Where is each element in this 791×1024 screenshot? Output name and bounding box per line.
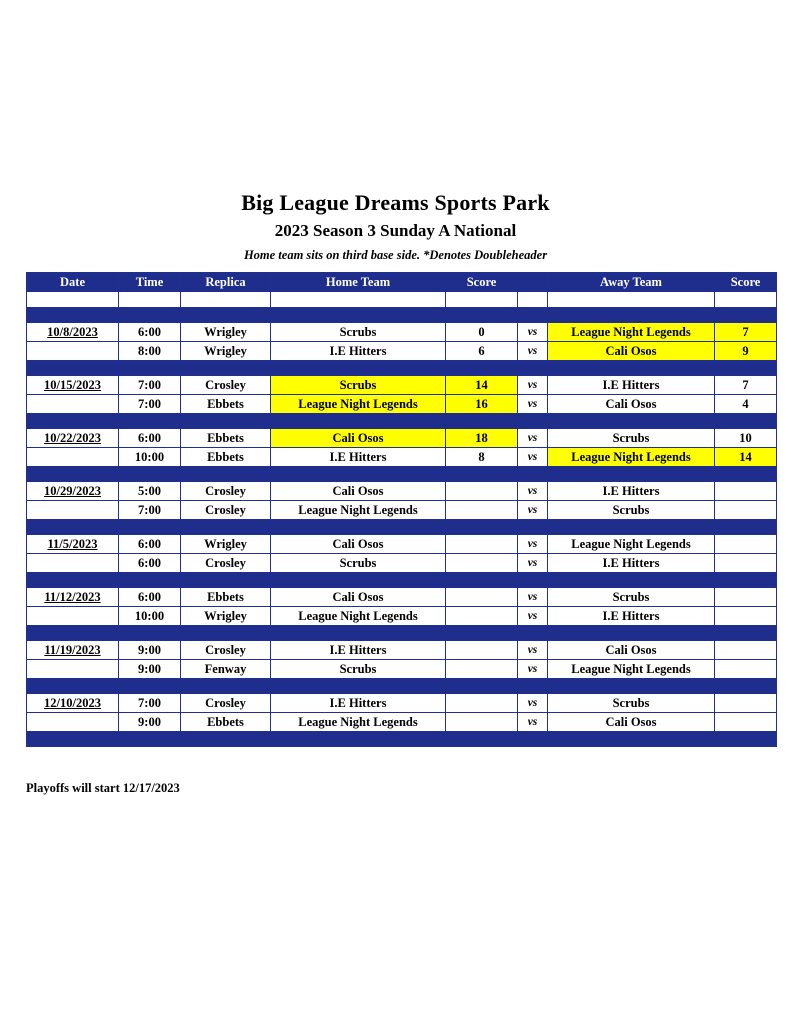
cell-away-team: I.E Hitters bbox=[548, 607, 715, 626]
cell-date bbox=[27, 607, 119, 626]
cell-home-score bbox=[446, 501, 518, 520]
cell-vs: vs bbox=[518, 660, 548, 679]
cell-time: 6:00 bbox=[119, 588, 181, 607]
cell-replica: Crosley bbox=[181, 641, 271, 660]
cell-away-score bbox=[715, 482, 777, 501]
table-row bbox=[27, 641, 777, 660]
page-title: Big League Dreams Sports Park bbox=[241, 190, 550, 215]
cell-home-team: I.E Hitters bbox=[271, 448, 446, 467]
cell-vs: vs bbox=[518, 641, 548, 660]
cell-home-team: Scrubs bbox=[271, 660, 446, 679]
section-divider-row bbox=[27, 732, 777, 747]
section-divider-row bbox=[27, 520, 777, 535]
table-row bbox=[27, 535, 777, 554]
cell-date bbox=[27, 448, 119, 467]
cell-home-score bbox=[446, 607, 518, 626]
cell-away-score bbox=[715, 694, 777, 713]
cell-time: 6:00 bbox=[119, 323, 181, 342]
cell-away-team: League Night Legends bbox=[548, 323, 715, 342]
section-divider bbox=[27, 732, 777, 747]
table-row bbox=[27, 554, 777, 573]
section-divider bbox=[27, 361, 777, 376]
cell-home-team: League Night Legends bbox=[271, 713, 446, 732]
column-header-date: Date bbox=[27, 273, 119, 292]
cell-away-team: Cali Osos bbox=[548, 342, 715, 361]
cell-replica: Crosley bbox=[181, 501, 271, 520]
cell-away-score bbox=[715, 588, 777, 607]
cell-time: 9:00 bbox=[119, 660, 181, 679]
cell-home-score: 18 bbox=[446, 429, 518, 448]
cell-away-team: I.E Hitters bbox=[548, 376, 715, 395]
cell-home-score: 14 bbox=[446, 376, 518, 395]
cell-date: 10/22/2023 bbox=[27, 429, 119, 448]
table-body bbox=[27, 292, 777, 747]
section-divider-row bbox=[27, 679, 777, 694]
cell-date bbox=[27, 395, 119, 414]
cell-home-score bbox=[446, 482, 518, 501]
cell-date: 10/29/2023 bbox=[27, 482, 119, 501]
cell-replica: Ebbets bbox=[181, 448, 271, 467]
spacer-cell bbox=[548, 292, 715, 308]
cell-replica: Crosley bbox=[181, 482, 271, 501]
table-row bbox=[27, 448, 777, 467]
spacer-row bbox=[27, 292, 777, 308]
header-row bbox=[27, 273, 777, 292]
cell-away-team: League Night Legends bbox=[548, 448, 715, 467]
cell-home-score bbox=[446, 641, 518, 660]
cell-home-team: Cali Osos bbox=[271, 429, 446, 448]
schedule-table bbox=[26, 272, 777, 747]
cell-away-score: 7 bbox=[715, 376, 777, 395]
playoffs-note: Playoffs will start 12/17/2023 bbox=[26, 781, 180, 795]
cell-away-team: Scrubs bbox=[548, 501, 715, 520]
cell-away-team: Scrubs bbox=[548, 429, 715, 448]
document-header bbox=[0, 190, 791, 263]
section-divider-row bbox=[27, 414, 777, 429]
cell-away-team: Cali Osos bbox=[548, 395, 715, 414]
cell-vs: vs bbox=[518, 554, 548, 573]
cell-vs: vs bbox=[518, 395, 548, 414]
cell-away-score bbox=[715, 660, 777, 679]
cell-replica: Ebbets bbox=[181, 588, 271, 607]
cell-home-team: Cali Osos bbox=[271, 482, 446, 501]
cell-away-team: Cali Osos bbox=[548, 641, 715, 660]
cell-home-team: League Night Legends bbox=[271, 395, 446, 414]
cell-vs: vs bbox=[518, 694, 548, 713]
section-divider bbox=[27, 308, 777, 323]
spacer-cell bbox=[518, 292, 548, 308]
cell-home-team: Scrubs bbox=[271, 376, 446, 395]
cell-away-score bbox=[715, 713, 777, 732]
cell-date: 10/15/2023 bbox=[27, 376, 119, 395]
cell-date bbox=[27, 501, 119, 520]
cell-time: 6:00 bbox=[119, 535, 181, 554]
cell-away-score bbox=[715, 535, 777, 554]
cell-date: 11/5/2023 bbox=[27, 535, 119, 554]
cell-home-score bbox=[446, 713, 518, 732]
cell-away-team: I.E Hitters bbox=[548, 554, 715, 573]
cell-time: 7:00 bbox=[119, 395, 181, 414]
cell-home-team: Cali Osos bbox=[271, 588, 446, 607]
table-row bbox=[27, 694, 777, 713]
cell-away-team: Scrubs bbox=[548, 588, 715, 607]
schedule-table-wrapper bbox=[26, 272, 766, 747]
table-row bbox=[27, 395, 777, 414]
cell-home-score bbox=[446, 535, 518, 554]
cell-home-team: League Night Legends bbox=[271, 501, 446, 520]
cell-vs: vs bbox=[518, 429, 548, 448]
season-subtitle: 2023 Season 3 Sunday A National bbox=[274, 221, 517, 241]
cell-replica: Crosley bbox=[181, 694, 271, 713]
table-row bbox=[27, 501, 777, 520]
cell-replica: Wrigley bbox=[181, 535, 271, 554]
cell-home-score bbox=[446, 694, 518, 713]
cell-time: 8:00 bbox=[119, 342, 181, 361]
cell-away-score: 14 bbox=[715, 448, 777, 467]
cell-home-score bbox=[446, 588, 518, 607]
cell-time: 9:00 bbox=[119, 641, 181, 660]
section-divider bbox=[27, 467, 777, 482]
section-divider bbox=[27, 520, 777, 535]
cell-away-score: 7 bbox=[715, 323, 777, 342]
section-divider bbox=[27, 414, 777, 429]
cell-away-score: 10 bbox=[715, 429, 777, 448]
cell-away-score bbox=[715, 607, 777, 626]
table-row bbox=[27, 660, 777, 679]
cell-away-score: 4 bbox=[715, 395, 777, 414]
cell-time: 7:00 bbox=[119, 376, 181, 395]
cell-home-score bbox=[446, 660, 518, 679]
table-row bbox=[27, 588, 777, 607]
spacer-cell bbox=[27, 292, 119, 308]
cell-home-team: I.E Hitters bbox=[271, 342, 446, 361]
cell-time: 7:00 bbox=[119, 694, 181, 713]
cell-date bbox=[27, 554, 119, 573]
cell-vs: vs bbox=[518, 448, 548, 467]
cell-home-team: League Night Legends bbox=[271, 607, 446, 626]
cell-time: 10:00 bbox=[119, 607, 181, 626]
table-header bbox=[27, 273, 777, 292]
column-header-replica: Replica bbox=[181, 273, 271, 292]
section-divider-row bbox=[27, 626, 777, 641]
cell-date: 11/19/2023 bbox=[27, 641, 119, 660]
spacer-cell bbox=[446, 292, 518, 308]
section-divider-row bbox=[27, 467, 777, 482]
cell-vs: vs bbox=[518, 607, 548, 626]
column-header-home-score: Score bbox=[446, 273, 518, 292]
cell-away-score: 9 bbox=[715, 342, 777, 361]
cell-vs: vs bbox=[518, 588, 548, 607]
column-header-home-team: Home Team bbox=[271, 273, 446, 292]
column-header-away-score: Score bbox=[715, 273, 777, 292]
section-divider-row bbox=[27, 361, 777, 376]
table-row bbox=[27, 429, 777, 448]
cell-vs: vs bbox=[518, 323, 548, 342]
cell-replica: Wrigley bbox=[181, 323, 271, 342]
cell-away-team: League Night Legends bbox=[548, 660, 715, 679]
table-row bbox=[27, 323, 777, 342]
section-divider-row bbox=[27, 573, 777, 588]
cell-vs: vs bbox=[518, 342, 548, 361]
cell-replica: Wrigley bbox=[181, 607, 271, 626]
cell-replica: Crosley bbox=[181, 554, 271, 573]
cell-home-team: I.E Hitters bbox=[271, 694, 446, 713]
cell-vs: vs bbox=[518, 713, 548, 732]
section-divider bbox=[27, 626, 777, 641]
cell-replica: Wrigley bbox=[181, 342, 271, 361]
section-divider bbox=[27, 679, 777, 694]
table-row bbox=[27, 342, 777, 361]
column-header-vs bbox=[518, 273, 548, 292]
cell-vs: vs bbox=[518, 482, 548, 501]
table-row bbox=[27, 376, 777, 395]
cell-date bbox=[27, 660, 119, 679]
section-divider bbox=[27, 573, 777, 588]
cell-away-team: League Night Legends bbox=[548, 535, 715, 554]
spacer-cell bbox=[181, 292, 271, 308]
cell-vs: vs bbox=[518, 501, 548, 520]
cell-away-team: Cali Osos bbox=[548, 713, 715, 732]
cell-away-score bbox=[715, 501, 777, 520]
cell-time: 7:00 bbox=[119, 501, 181, 520]
cell-home-team: I.E Hitters bbox=[271, 641, 446, 660]
cell-vs: vs bbox=[518, 535, 548, 554]
cell-time: 6:00 bbox=[119, 554, 181, 573]
cell-vs: vs bbox=[518, 376, 548, 395]
cell-home-score: 8 bbox=[446, 448, 518, 467]
spacer-cell bbox=[715, 292, 777, 308]
cell-home-score: 16 bbox=[446, 395, 518, 414]
cell-away-score bbox=[715, 641, 777, 660]
column-header-time: Time bbox=[119, 273, 181, 292]
cell-home-score bbox=[446, 554, 518, 573]
cell-replica: Fenway bbox=[181, 660, 271, 679]
cell-away-team: I.E Hitters bbox=[548, 482, 715, 501]
cell-replica: Ebbets bbox=[181, 713, 271, 732]
cell-home-team: Cali Osos bbox=[271, 535, 446, 554]
cell-home-team: Scrubs bbox=[271, 323, 446, 342]
table-row bbox=[27, 607, 777, 626]
cell-date: 10/8/2023 bbox=[27, 323, 119, 342]
cell-date bbox=[27, 342, 119, 361]
column-header-away-team: Away Team bbox=[548, 273, 715, 292]
cell-time: 6:00 bbox=[119, 429, 181, 448]
cell-time: 10:00 bbox=[119, 448, 181, 467]
table-row bbox=[27, 713, 777, 732]
cell-date bbox=[27, 713, 119, 732]
cell-date: 11/12/2023 bbox=[27, 588, 119, 607]
spacer-cell bbox=[271, 292, 446, 308]
cell-home-score: 6 bbox=[446, 342, 518, 361]
cell-replica: Ebbets bbox=[181, 395, 271, 414]
header-note: Home team sits on third base side. *Denotes Doubleheader bbox=[243, 247, 548, 262]
cell-date: 12/10/2023 bbox=[27, 694, 119, 713]
cell-replica: Ebbets bbox=[181, 429, 271, 448]
cell-time: 5:00 bbox=[119, 482, 181, 501]
cell-away-score bbox=[715, 554, 777, 573]
spacer-cell bbox=[119, 292, 181, 308]
cell-home-team: Scrubs bbox=[271, 554, 446, 573]
section-divider-row bbox=[27, 308, 777, 323]
cell-time: 9:00 bbox=[119, 713, 181, 732]
cell-away-team: Scrubs bbox=[548, 694, 715, 713]
cell-replica: Crosley bbox=[181, 376, 271, 395]
cell-home-score: 0 bbox=[446, 323, 518, 342]
table-row bbox=[27, 482, 777, 501]
